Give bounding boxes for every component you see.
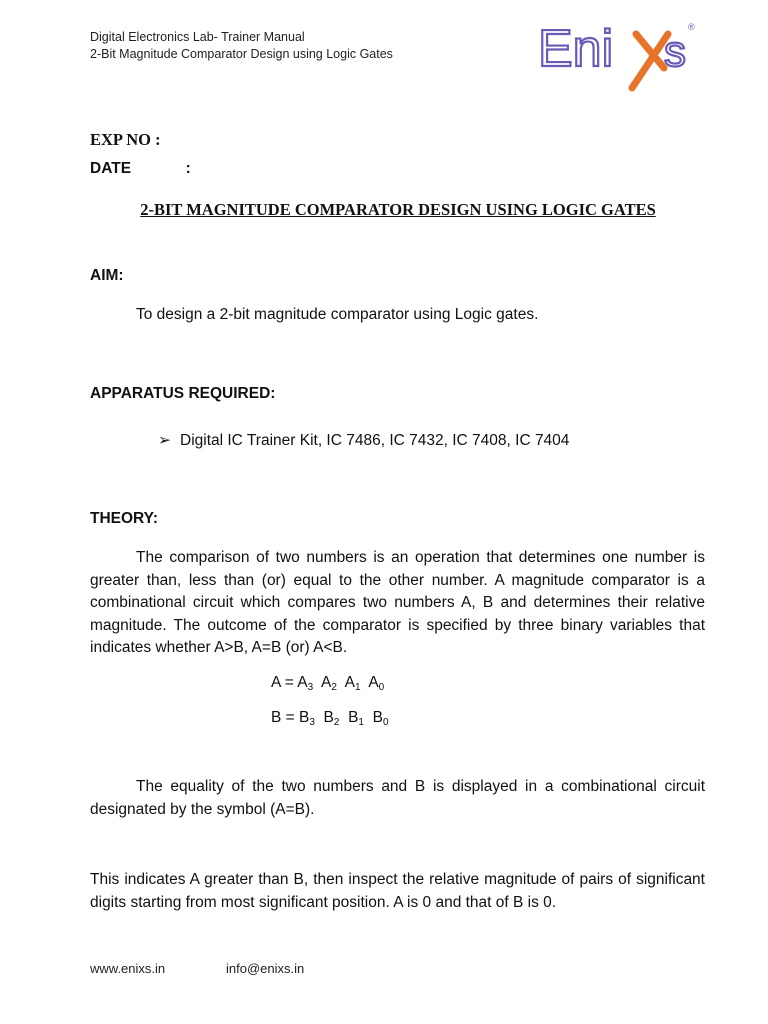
date-colon: : [185,160,191,177]
footer-website-link[interactable]: www.enixs.in [90,961,166,976]
enixs-logo-graphic [536,16,700,96]
header-line-1: Digital Electronics Lab- Trainer Manual [90,30,305,44]
date-label: DATE [90,160,132,177]
logo-text-s: s [664,27,686,76]
apparatus-item [158,431,569,450]
enixs-logo [536,16,700,96]
header-line-2: 2-Bit Magnitude Comparator Design using Logic Gates [90,47,393,61]
exp-no-label: EXP NO : [90,130,161,149]
theory-paragraph-2: The equality of the two numbers and B is displayed in a combinational circuit designated by the symbol (A=B). [90,778,705,818]
aim-text: To design a 2-bit magnitude comparator using Logic gates. [136,306,539,323]
apparatus-item-text: Digital IC Trainer Kit, IC 7486, IC 7432, IC 7408, IC 7404 [180,432,570,449]
arrow-bullet-icon: ➢ [158,432,171,449]
logo-text-eni: Eni [538,20,614,78]
footer-email-link[interactable]: info@enixs.in [226,961,305,976]
date-row [90,160,191,178]
theory-paragraph-1: The comparison of two numbers is an operation that determines one number is greater than, less than (or) equal to the other number. A magnitude comparator is a combinational circuit which compares two numbers A, B and determines their relative magnitude. The outcome of the comparator is specified by three binary variables that indicates whether A>B, A=B (or) A<B. [90,549,705,656]
equation-a: $A = A_3$ $A_2$ $A_1$ $A_0$ [271,674,385,693]
theory-heading: THEORY: [90,510,159,527]
logo-x-mark [632,34,668,88]
apparatus-heading: APPARATUS REQUIRED: [90,385,276,402]
page-title: 2-BIT MAGNITUDE COMPARATOR DESIGN USING LOGIC GATES [140,200,656,219]
theory-paragraph-3: This indicates A greater than B, then inspect the relative magnitude of pairs of significant digits starting from most significant position. A is 0 and that of B is 0. [90,871,705,911]
running-header [90,29,393,63]
aim-heading: AIM: [90,267,124,284]
logo-registered-mark: ® [688,22,695,32]
equation-b: $B = B_3$ $B_2$ $B_1$ $B_0$ [271,709,389,728]
